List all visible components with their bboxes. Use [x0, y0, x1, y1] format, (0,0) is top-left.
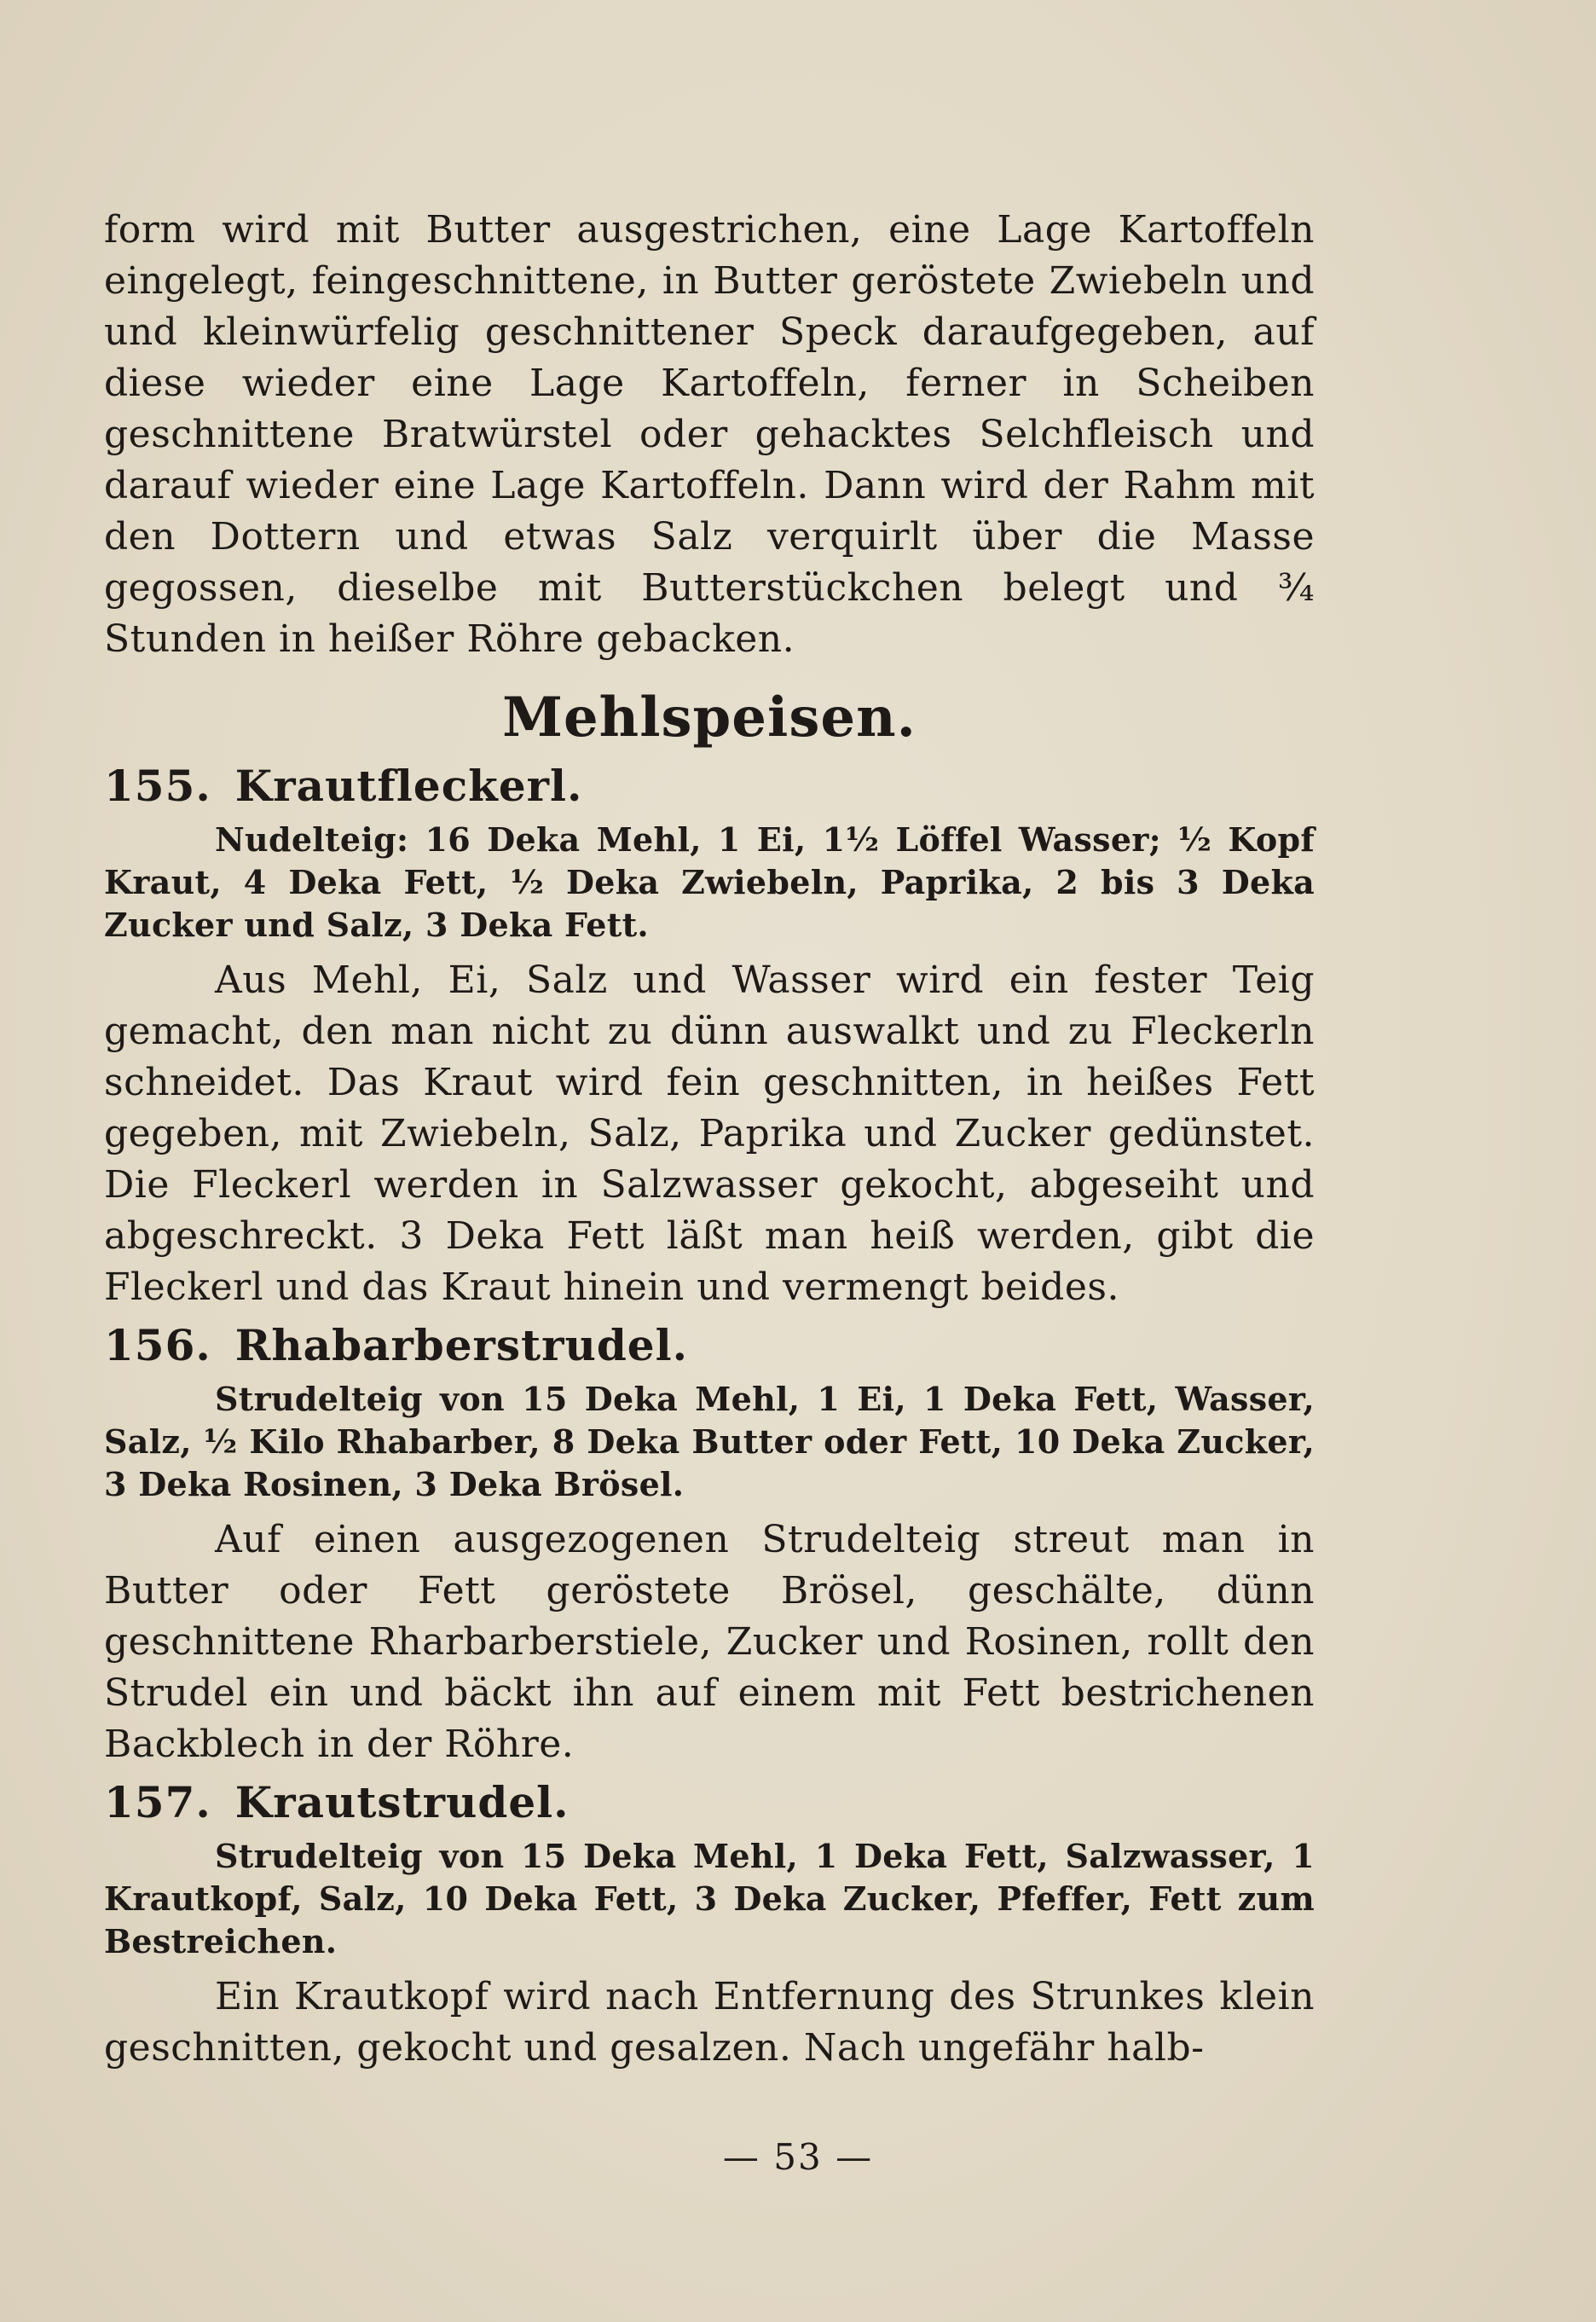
- recipe-155: [104, 759, 1315, 1313]
- recipe-number: 156.: [104, 1320, 211, 1370]
- recipe-instructions: Ein Krautkopf wird nach Entfernung des Strunkes klein geschnitten, gekocht und gesalzen. Nach ungefähr halb-: [104, 1975, 1315, 2070]
- page-number: — 53 —: [722, 2136, 874, 2178]
- recipe-ingredients: Strudelteig von 15 Deka Mehl, 1 Deka Fett, Salzwasser, 1 Krautkopf, Salz, 10 Deka Fett, 3 Deka Zucker, Pfeffer, Fett zum Bestreichen.: [104, 1837, 1315, 1960]
- recipe-heading: [104, 759, 1315, 814]
- recipe-156: [104, 1318, 1315, 1770]
- recipe-number: 157.: [104, 1777, 211, 1827]
- recipe-instructions: Auf einen ausgezogenen Strudelteig streut man in Butter oder Fett geröstete Brösel, geschälte, dünn geschnittene Rharbarberstiele, Zucker und Rosinen, rollt den Strudel ein und bäckt ihn auf einem mit Fett bestrichenen Backblech in der Röhre.: [104, 1518, 1315, 1766]
- recipe-ingredients: Strudelteig von 15 Deka Mehl, 1 Ei, 1 Deka Fett, Wasser, Salz, ½ Kilo Rhabarber, 8 Deka Butter oder Fett, 10 Deka Zucker, 3 Deka Rosinen, 3 Deka Brösel.: [104, 1380, 1315, 1503]
- section-title: Mehlspeisen.: [502, 686, 917, 750]
- recipe-ingredients: Nudelteig: 16 Deka Mehl, 1 Ei, 1½ Löffel Wasser; ½ Kopf Kraut, 4 Deka Fett, ½ Deka Zwiebeln, Paprika, 2 bis 3 Deka Zucker und Salz, 3 Deka Fett.: [104, 820, 1315, 944]
- recipe-heading: [104, 1775, 1315, 1830]
- recipe-title: Krautfleckerl.: [234, 761, 583, 811]
- recipe-heading: [104, 1318, 1315, 1373]
- intro-paragraph: form wird mit Butter ausgestrichen, eine Lage Kartoffeln eingelegt, feingeschnittene, in Butter geröstete Zwiebeln und und kleinwürfelig geschnittener Speck daraufgegeben, auf diese wieder eine Lage Kartoffeln, ferner in Scheiben geschnittene Bratwürstel oder gehacktes Selchfleisch und darauf wieder eine Lage Kartoffeln. Dann wird der Rahm mit den Dottern und etwas Salz verquirlt über die Masse gegossen, dieselbe mit Butterstückchen belegt und ¾ Stunden in heißer Röhre gebacken.: [104, 208, 1315, 661]
- page-content: [104, 205, 1315, 2074]
- recipe-instructions: Aus Mehl, Ei, Salz und Wasser wird ein fester Teig gemacht, den man nicht zu dünn auswalkt und zu Fleckerln schneidet. Das Kraut wird fein geschnitten, in heißes Fett gegeben, mit Zwiebeln, Salz, Paprika und Zucker gedünstet. Die Fleckerl werden in Salzwasser gekocht, abgeseiht und abgeschreckt. 3 Deka Fett läßt man heiß werden, gibt die Fleckerl und das Kraut hinein und vermengt beides.: [104, 958, 1315, 1309]
- recipe-157: [104, 1775, 1315, 2074]
- recipe-title: Rhabarberstrudel.: [234, 1320, 689, 1370]
- recipe-number: 155.: [104, 761, 211, 811]
- recipe-title: Krautstrudel.: [234, 1777, 570, 1827]
